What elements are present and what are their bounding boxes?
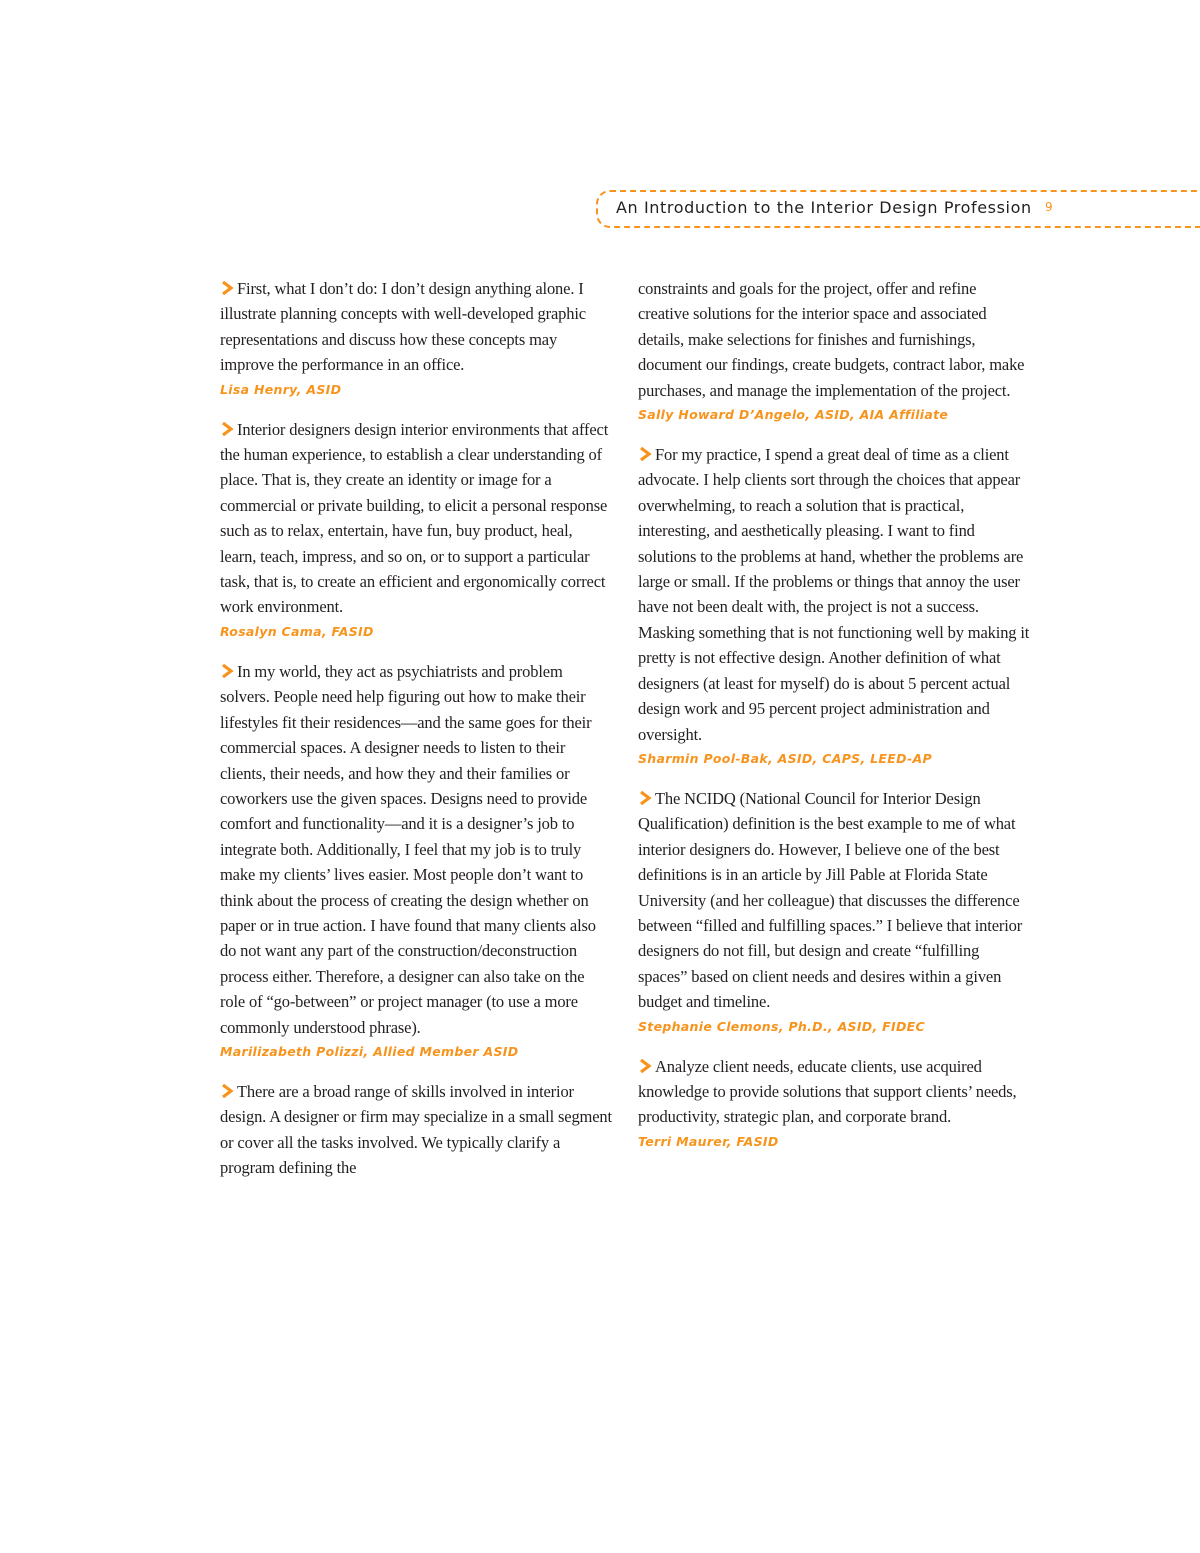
quote-author: Terri Maurer, FASID [638,1133,779,1149]
quote-block [638,1054,1030,1151]
quote-block-continued [638,276,1030,424]
quote-paragraph [220,417,612,620]
chevron-right-icon [220,1084,234,1098]
quote-author: Lisa Henry, ASID [220,381,342,397]
right-column [638,276,1030,1169]
chevron-right-icon [220,664,234,678]
quote-text: constraints and goals for the project, offer and refine creative solutions for the interior space and associated details, make selections for finishes and furnishings, document our findings, create budgets, contract labor, make purchases, and manage the implementation of the project. [638,279,1025,400]
running-header [596,190,1200,228]
quote-paragraph [220,1079,612,1181]
quote-paragraph [220,276,612,378]
quote-block [220,276,612,399]
quote-paragraph [638,276,1030,403]
quote-author: Marilizabeth Polizzi, Allied Member ASID [220,1043,519,1059]
quote-paragraph [220,659,612,1040]
chevron-right-icon [220,422,234,436]
quote-author: Sally Howard D’Angelo, ASID, AIA Affiliate [638,407,949,423]
chevron-right-icon [638,1059,652,1073]
quote-block [638,786,1030,1036]
quote-text: Analyze client needs, educate clients, use acquired knowledge to provide solutions that support clients’ needs, productivity, strategic plan, and corporate brand. [638,1056,1017,1127]
quote-text: There are a broad range of skills involved in interior design. A designer or firm may specialize in a small segment or cover all the tasks involved. We typically clarify a program defining the [220,1081,612,1178]
quote-paragraph [638,442,1030,747]
chevron-right-icon [638,791,652,805]
quote-paragraph [638,786,1030,1015]
quote-text: For my practice, I spend a great deal of time as a client advocate. I help clients sort through the choices that appear overwhelming, to reach a solution that is practical, interesting, and aesthetically pleasing. I want to find solutions to the problems at hand, whether the problems are large or small. If the problems or things that annoy the user have not been dealt with, the project is not a success. Masking something that is not functioning well by making it pretty is not effective design. Another definition of what designers (at least for myself) do is about 5 percent actual design work and 95 percent project administration and oversight. [638,445,1030,744]
quote-author: Rosalyn Cama, FASID [220,623,374,639]
quote-block [220,1079,612,1181]
chevron-right-icon [220,281,234,295]
quote-text: In my world, they act as psychiatrists and problem solvers. People need help figuring out how to make their lifestyles fit their residences—and the same goes for their commercial spaces. A designer needs to listen to their clients, their needs, and how they and their families or coworkers use the given spaces. Designs need to provide comfort and functionality—and it is a designer’s job to integrate both. Additionally, I feel that my job is to truly make my clients’ lives easier. Most people don’t want to think about the process of creating the design whether on paper or in true action. I have found that many clients also do not want any part of the construction/deconstruction process either. Therefore, a designer can also take on the role of “go-between” or project manager (to use a more commonly understood phrase). [220,661,596,1037]
quote-text: First, what I don’t do: I don’t design anything alone. I illustrate planning concepts with well-developed graphic representations and discuss how these concepts may improve the performance in an office. [220,279,586,375]
quote-text: Interior designers design interior environments that affect the human experience, to establish a clear understanding of place. That is, they create an identity or image for a commercial or private building, to elicit a personal response such as to relax, entertain, have fun, buy product, heal, learn, teach, impress, and so on, or to support a particular task, that is, to create an efficient and ergonomically correct work environment. [220,419,609,617]
left-column [220,276,612,1199]
quote-author: Sharmin Pool-Bak, ASID, CAPS, LEED-AP [638,750,932,766]
page-number: 9 [1045,200,1053,214]
quote-paragraph [638,1054,1030,1130]
quote-author: Stephanie Clemons, Ph.D., ASID, FIDEC [638,1018,925,1034]
header-title: An Introduction to the Interior Design Profession [616,198,1032,217]
quote-text: The NCIDQ (National Council for Interior Design Qualification) definition is the best example to me of what interior designers do. However, I believe one of the best definitions is in an article by Jill Pable at Florida State University (and her colleague) that discusses the difference between “filled and fulfilling spaces.” I believe that interior designers do not fill, but design and create “fulfilling spaces” based on client needs and desires within a given budget and timeline. [638,788,1023,1012]
quote-block [220,659,612,1061]
quote-block [220,417,612,641]
chevron-right-icon [638,447,652,461]
quote-block [638,442,1030,768]
